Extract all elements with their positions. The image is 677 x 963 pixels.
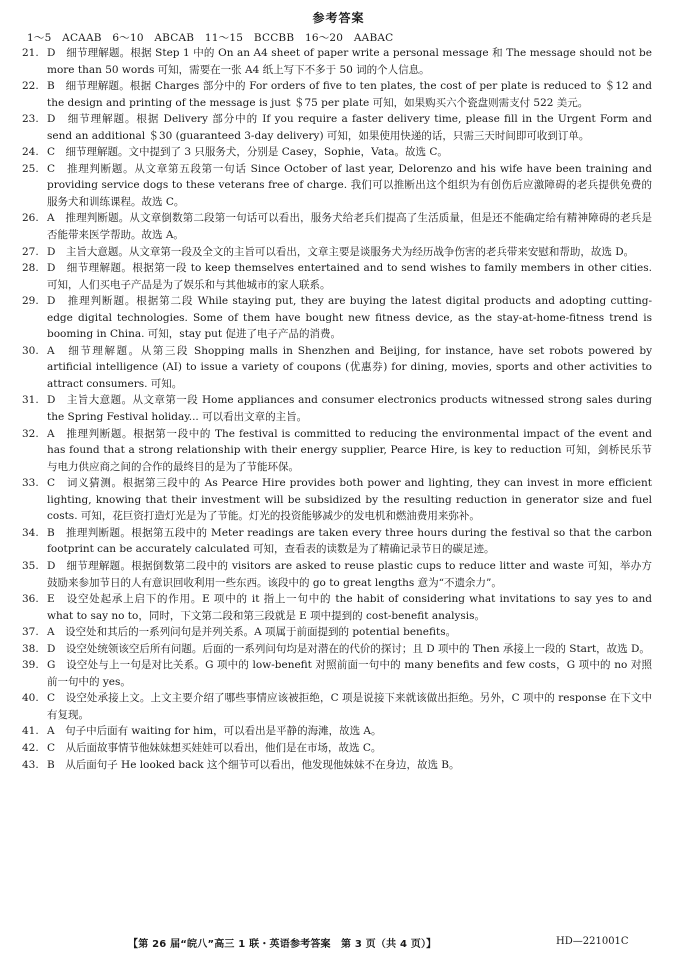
page-title: 参考答案 (312, 11, 365, 25)
question-number: 30. (22, 344, 39, 357)
explanation-text: E 设空处起承上启下的作用。E 项中的 it 指上一句中的 the habit of considering what invitations to say yes to and what to say no to，同时，下文第二段和第三段就是 E 项中提到的 cost-benefit analysis。 (47, 593, 652, 622)
question-number: 29. (22, 295, 39, 308)
answer-item (22, 525, 652, 558)
question-number: 21. (22, 47, 39, 59)
explanation-text: A 设空处和其后的一系列问句是并列关系。A 项属于前面提到的 potential benefits。 (47, 626, 457, 639)
answer-item (22, 558, 652, 591)
answer-item (22, 475, 652, 525)
question-number: 38. (22, 642, 39, 655)
explanation-text: A 推理判断题。根据第一段中的 The festival is committed to reducing the environmental impact of the event and has found that a strong relationship with their energy supplier, Pearce Hire, is key to reduction 可知，剑桥民乐节与电力供应商之间的合作的最终目的是为了节能环保。 (47, 427, 652, 473)
explanation-text: D 设空处统领该空后所有问题。后面的一系列问句均是对潜在的代价的探讨；且 D 项中的 Then 承接上一段的 Start，故选 D。 (47, 642, 650, 655)
answer-item (22, 657, 652, 690)
question-number: 41. (22, 725, 39, 738)
explanation-text: C 设空处承接上文。上文主要介绍了哪些事情应该被拒绝，C 项是说接下来就该做出拒绝。另外，C 项中的 response 在下文中有复现。 (47, 692, 652, 721)
question-number: 24. (22, 146, 39, 159)
answer-key-line: 1～5 ACAAB 6～10 ABCAB 11～15 BCCBB 16～20 AABAC (27, 32, 394, 44)
answer-explanations (22, 45, 652, 773)
answer-item (22, 343, 652, 393)
question-number: 39. (22, 659, 39, 672)
answer-item (22, 210, 652, 243)
page-footer (0, 935, 677, 951)
answer-item (22, 161, 652, 211)
answer-item (22, 426, 652, 476)
question-number: 28. (22, 262, 39, 275)
explanation-text: B 从后面句子 He looked back 这个细节可以看出，他发现他妹妹不在身边，故选 B。 (47, 758, 460, 771)
question-number: 23. (22, 113, 39, 126)
answer-item (22, 392, 652, 425)
explanation-text: B 推理判断题。根据第五段中的 Meter readings are taken every three hours during the festival so that the carbon footprint can be accurately calculated 可知，查看表的读数是为了精确记录节日的碳足迹。 (47, 526, 652, 556)
answer-item (22, 740, 652, 757)
explanation-text: D 细节理解题。根据倒数第二段中的 visitors are asked to reuse plastic cups to reduce litter and waste 可知，举办方鼓励来参加节日的人有意识回收利用一些东西。该段中的 go to great lengths 意为“不遗余力”。 (47, 559, 652, 589)
question-number: 35. (22, 559, 39, 572)
answer-item (22, 624, 652, 641)
answer-item (22, 641, 652, 658)
explanation-text: D 细节理解题。根据第一段 to keep themselves entertained and to send wishes to family members in other cities. 可知，人们买电子产品是为了娱乐和与其他城市的家人联系。 (47, 262, 652, 291)
answer-item (22, 591, 652, 624)
question-number: 26. (22, 212, 39, 225)
answer-item (22, 293, 652, 343)
explanation-text: A 细节理解题。从第三段 Shopping malls in Shenzhen and Beijing, for instance, have set robots powered by artificial intelligence (AI) to issue a variety of coupons (优惠券) for dining, movies, sports and other activities to attract consumers. 可知。 (47, 344, 652, 390)
question-number: 43. (22, 758, 39, 771)
document-code: HD—221001C (556, 936, 629, 947)
question-number: 32. (22, 427, 39, 440)
explanation-text: D 主旨大意题。从文章第一段 Home appliances and consumer electronics products witnessed strong sales during the Spring Festival holiday... 可以看出文章的主旨。 (47, 394, 652, 424)
explanation-text: C 细节理解题。文中提到了 3 只服务犬，分别是 Casey，Sophie，Vata。故选 C。 (47, 146, 448, 159)
explanation-text: G 设空处与上一句是对比关系。G 项中的 low-benefit 对照前面一句中的 many benefits and few costs，G 项中的 no 对照前一句中的 yes。 (47, 659, 652, 688)
explanation-text: B 细节理解题。根据 Charges 部分中的 For orders of five to ten plates, the cost of per plate is reduced to ＄12 and the design and printing of the message is just ＄75 per plate 可知，如果购买六个瓷盘则需支付 522 美元。 (47, 80, 652, 109)
answer-item (22, 244, 652, 261)
answer-item (22, 757, 652, 774)
answer-item (22, 78, 652, 111)
footer-text: 【第 26 届“皖八”高三 1 联・英语参考答案 第 3 页（共 4 页）】 (128, 939, 437, 950)
question-number: 25. (22, 162, 39, 175)
question-number: 40. (22, 692, 39, 705)
answer-item (22, 45, 652, 78)
answer-item (22, 144, 652, 161)
answer-item (22, 723, 652, 740)
question-number: 42. (22, 741, 39, 754)
explanation-text: C 推理判断题。从文章第五段第一句话 Since October of last year, Delorenzo and his wife have been training and providing service dogs to these veterans free of charge. 我们可以推断出这个组织为有创伤后应激障碍的老兵提供免费的服务犬和训练课程。故选 C。 (47, 162, 652, 208)
explanation-text: C 从后面故事情节他妹妹想买娃娃可以看出，他们是在市场，故选 C。 (47, 741, 382, 754)
explanation-text: D 主旨大意题。从文章第一段及全文的主旨可以看出，文章主要是谈服务犬为经历战争伤害的老兵带来安慰和帮助，故选 D。 (47, 245, 635, 258)
answer-item (22, 690, 652, 723)
answer-item (22, 260, 652, 293)
explanation-text: D 细节理解题。根据 Delivery 部分中的 If you require a faster delivery time, please fill in the Urgent Form and send an additional ＄30 (guaranteed 3-day delivery) 可知，如果使用快递的话，只需三天时间即可收到订单。 (47, 113, 652, 142)
explanation-text: D 推理判断题。根据第二段 While staying put, they are buying the latest digital products and adopting cutting-edge digital technologies. Some of them have bought new fitness device, as the stay-at-home-fitness trend is booming in China. 可知，stay put 促进了电子产品的消费。 (47, 295, 652, 341)
explanation-text: C 词义猜测。根据第三段中的 As Pearce Hire provides both power and lighting, they can invest in more efficient lighting, knowing that their investment will be subsidized by the resulting reduction in generator size and fuel costs. 可知，花巨资打造灯光是为了节能。灯光的投资能够减少的发电机和燃油费用来弥补。 (47, 477, 652, 523)
question-number: 22. (22, 80, 39, 93)
explanation-text: A 句子中后面有 waiting for him，可以看出是平静的海滩，故选 A。 (47, 725, 382, 738)
explanation-text: D 细节理解题。根据 Step 1 中的 On an A4 sheet of paper write a personal message 和 The message should not be more than 50 words 可知，需要在一张 A4 纸上写下不多于 50 词的个人信息。 (47, 47, 652, 76)
question-number: 31. (22, 394, 39, 407)
answer-item (22, 111, 652, 144)
question-number: 37. (22, 626, 39, 639)
question-number: 34. (22, 526, 39, 539)
question-number: 36. (22, 593, 39, 606)
explanation-text: A 推理判断题。从文章倒数第二段第一句话可以看出，服务犬给老兵们提高了生活质量，但是还不能确定给有精神障碍的老兵是否能带来医学帮助。故选 A。 (47, 212, 652, 242)
question-number: 33. (22, 477, 39, 490)
question-number: 27. (22, 245, 39, 258)
